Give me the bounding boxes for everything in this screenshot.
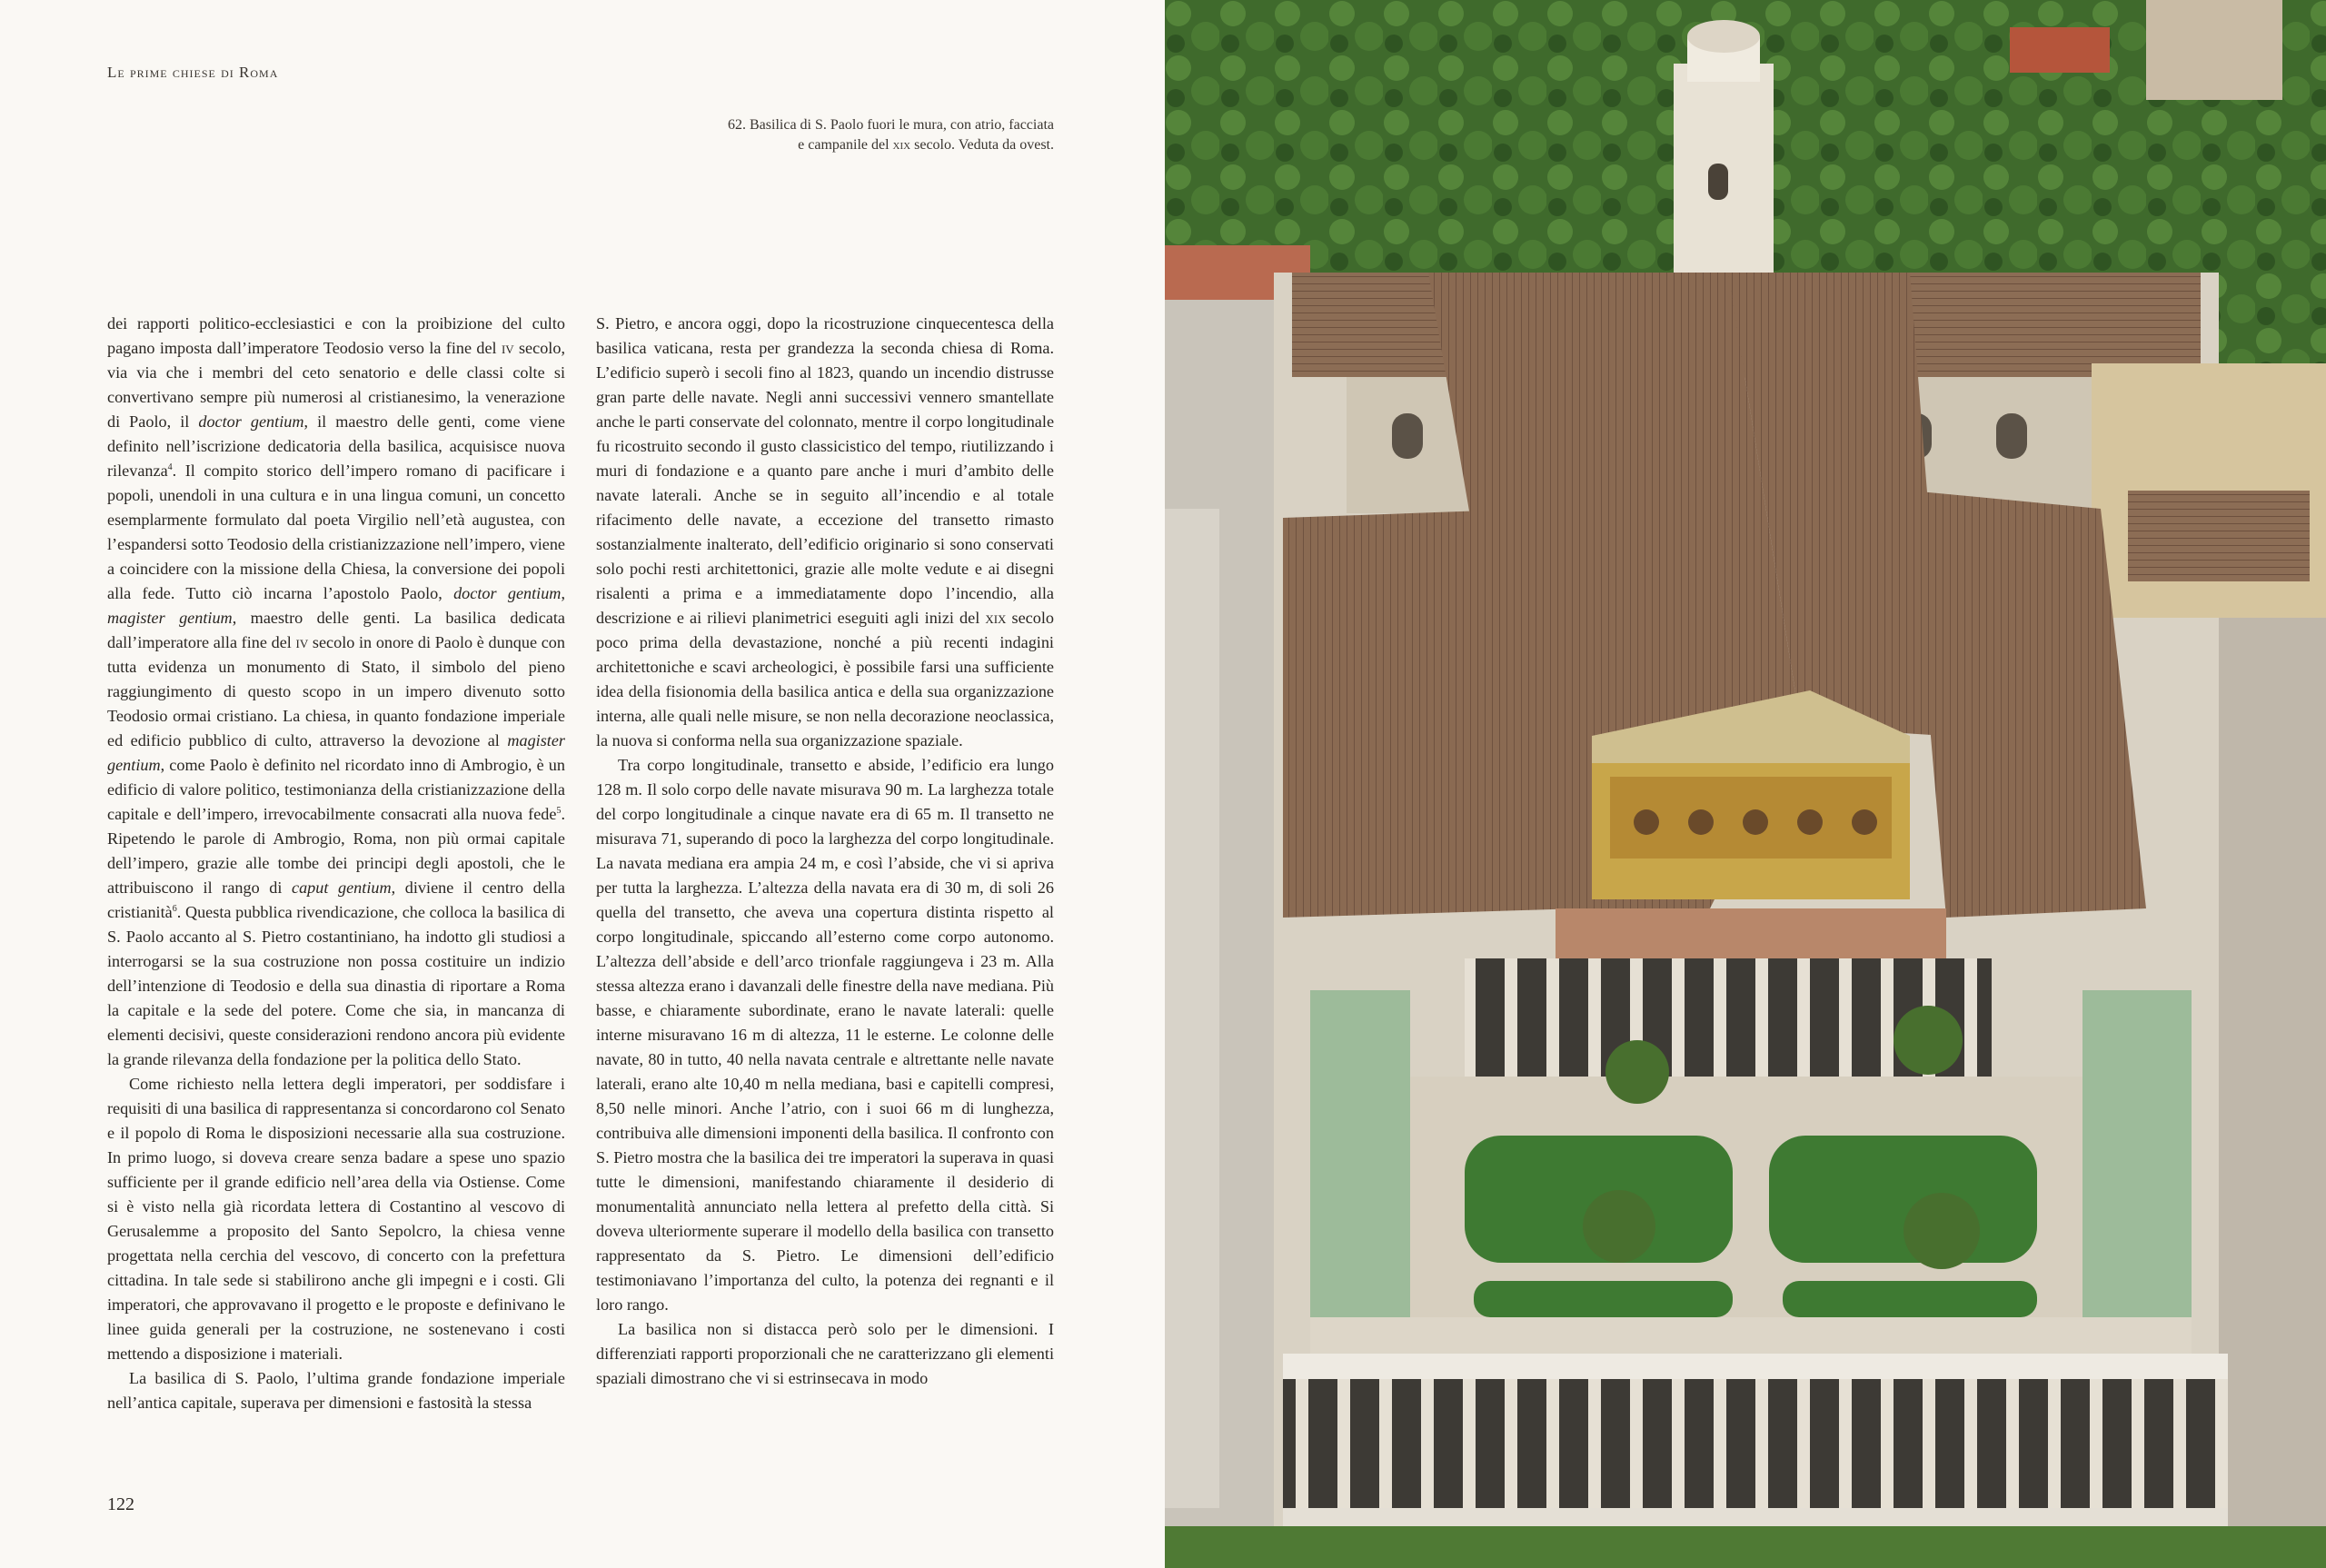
latin-term: caput gentium: [292, 878, 392, 897]
century-numeral: xix: [892, 137, 911, 153]
paragraph: [107, 1366, 565, 1415]
page-number: 122: [107, 1494, 134, 1514]
latin-term: magister gentium: [107, 609, 233, 627]
text-run: , come Paolo è definito nel ricordato inno di Ambrogio, è un edificio di valore politico, testimonianza della cristianizzazione della capitale e dell’impero, irrevocabilmente consacrati alla nuova fede: [107, 756, 565, 823]
text-run: dei rapporti politico-ecclesiastici e con la proibizione del culto pagano imposta dall’imperatore Teodosio verso la fine del: [107, 314, 565, 357]
latin-term: doctor gentium: [198, 412, 304, 431]
text-run: . Ripetendo le parole di Ambrogio, Roma, non più ormai capitale dell’impero, grazie alle tombe dei principi degli apostoli, che le attribuiscono il rango di: [107, 805, 565, 897]
text-run: . Questa pubblica rivendicazione, che colloca la basilica di S. Paolo accanto al S. Pietro costantiniano, ha indotto gli studiosi a interrogarsi se la sua costruzione non possa costituire un indizio dell’intenzione di Teodosio e della sua dinastia di riportare a Roma la capitale e la sede del potere. Come che sia, in mancanza di elementi decisivi, queste considerazioni rendono ancora più evidente la grande rilevanza della fondazione per la politica dello Stato.: [107, 903, 565, 1068]
text-run: La basilica di S. Paolo, l’ultima grande fondazione imperiale nell’antica capitale, superava per dimensioni e fastosità la stessa: [107, 1369, 565, 1412]
paragraph: [107, 312, 565, 1072]
text-run: Come richiesto nella lettera degli imperatori, per soddisfare i requisiti di una basilica di rappresentanza si concordarono col Senato e il popolo di Roma le disposizioni necessarie alla sua costruzione. In primo luogo, si doveva creare senza badare a spese uno spazio sufficiente per il grande edificio nell’area della via Ostiense. Come si è visto nella già ricordata lettera di Costantino al vescovo di Gerusalemme a proposito del Santo Sepolcro, la chiesa venne progettata nella cerchia del vescovo, di concerto con la prefettura cittadina. In tale sede si stabilirono anche gli impegni e i costi. Gli imperatori, che approvavano il progetto e le proposte e definivano le linee guida generali per la costruzione, ne sostenevano i costi mettendo a disposizione i materiali.: [107, 1075, 565, 1363]
running-head: Le prime chiese di Roma: [107, 64, 279, 81]
text-run: , diviene il centro della cristianità: [107, 878, 565, 921]
footnote-ref: 4: [167, 461, 173, 472]
text-run: S. Pietro, e ancora oggi, dopo la ricostruzione cinquecentesca della basilica vaticana, resta per grandezza la seconda chiesa di Roma. L’edificio superò i secoli fino al 1823, quando un incendio distrusse gran parte delle navate. Negli anni successivi vennero smantellate anche le parti conservate del colonnato, mentre il corpo longitudinale fu ricostruito secondo il gusto classicistico del tempo, riutilizzando i muri di fondazione e a quanto pare anche i muri d’ambito delle navate laterali. Anche se in seguito all’incendio e al totale rifacimento delle navate, a eccezione del transetto rimasto sostanzialmente inalterato, dell’edificio originario si sono conservati solo pochi resti architettonici, grazie alle molte vedute e ai disegni risalenti a prima e a immediatamente dopo l’incendio, alla descrizione e ai rilievi planimetrici eseguiti agli inizi del: [596, 314, 1055, 627]
text-run: secolo poco prima della devastazione, nonché a più recenti indagini architettoniche e scavi archeologici, è possibile farsi una sufficiente idea della fisionomia della basilica antica e della sua organizzazione interna, alle quali nelle misure, se non nella decorazione neoclassica, la nuova si conforma nella sua organizzazione spaziale.: [596, 609, 1054, 749]
text-run: secolo in onore di Paolo è dunque con tutta evidenza un monumento di Stato, il simbolo del pieno raggiungimento di questo scopo in un impero divenuto sotto Teodosio ormai cristiano. La chiesa, in quanto fondazione imperiale ed edificio pubblico di culto, attraverso la devozione al: [107, 633, 565, 749]
text-column-left: [107, 312, 565, 1415]
basilica-aerial-photo: [1165, 0, 2326, 1568]
paragraph: [107, 1072, 565, 1366]
footnote-ref: 5: [556, 805, 562, 816]
latin-term: doctor gentium: [453, 584, 562, 602]
century-numeral: xix: [985, 609, 1007, 627]
text-run: , il maestro delle genti, come viene definito nell’iscrizione dedicatoria della basilica, acquisisce nuova rilevanza: [107, 412, 565, 480]
caption-line-1: 62. Basilica di S. Paolo fuori le mura, con atrio, facciata: [728, 117, 1054, 133]
century-numeral: iv: [295, 633, 309, 651]
caption-line-2: e campanile del xix secolo. Veduta da ovest.: [798, 137, 1054, 153]
text-run: La basilica non si distacca però solo per le dimensioni. I differenziati rapporti proporzionali che ne caratterizzano gli elementi spaziali dimostrano che vi si estrinsecava in modo: [596, 1320, 1054, 1387]
text-run: , maestro delle genti. La basilica dedicata dall’imperatore alla fine del: [107, 609, 565, 651]
text-run: secolo, via via che i membri del ceto senatorio e delle classi colte si convertivano sempre più numerosi al cristianesimo, la venerazione di Paolo, il: [107, 339, 565, 431]
footnote-ref: 6: [172, 903, 177, 914]
paragraph: [596, 312, 1054, 753]
text-run: . Il compito storico dell’impero romano di pacificare i popoli, unendoli in una cultura e in una lingua comuni, un concetto esemplarmente formulato dal poeta Virgilio nell’età augustea, con l’espandersi sotto Teodosio della cristianizzazione nell’impero, viene a coincidere con la missione della Chiesa, la conversione dei popoli alla fede. Tutto ciò incarna l’apostolo Paolo,: [107, 461, 565, 602]
figure-caption: [627, 115, 1054, 155]
text-run: ,: [561, 584, 565, 602]
latin-term: magister gentium: [107, 731, 565, 774]
text-run: Tra corpo longitudinale, transetto e abside, l’edificio era lungo 128 m. Il solo corpo delle navate misurava 90 m. La larghezza totale del corpo longitudinale a cinque navate era di 65 m. Il transetto ne misurava 71, superando di poco la larghezza del corpo longitudinale. La navata mediana era ampia 24 m, e così l’abside, che vi si apriva per tutta la larghezza. L’altezza della navata era di 30 m, di soli 26 quella del transetto, che aveva una copertura distinta rispetto al corpo longitudinale, spiccando all’esterno come corpo autonomo. L’altezza dell’abside e dell’arco trionfale raggiungeva i 23 m. Alla stessa altezza erano i davanzali delle finestre della nave mediana. Più basse, e chiaramente subordinate, erano le navate laterali: quelle interne misuravano 16 m di altezza, 11 le esterne. Le colonne delle navate, 80 in tutto, 40 nella navata centrale e altrettante nelle navate laterali, erano alte 10,40 m nella mediana, basi e capitelli compresi, 8,50 nelle minori. Anche l’atrio, con i suoi 66 m di lunghezza, contribuiva alle dimensioni imponenti della basilica. Il confronto con S. Pietro mostra che la basilica dei tre imperatori la superava in quasi tutte le dimensioni, manifestando chiaramente il desiderio di monumentalità annunciato nella lettera al prefetto della città. Si doveva ulteriormente superare il modello della basilica con transetto rappresentato da S. Pietro. Le dimensioni dell’edificio testimoniavano l’importanza del culto, la potenza dei regnanti e il loro rango.: [596, 756, 1054, 1314]
paragraph: [596, 1317, 1054, 1391]
text-column-right: [596, 312, 1054, 1391]
paragraph: [596, 753, 1054, 1317]
century-numeral: iv: [501, 339, 514, 357]
